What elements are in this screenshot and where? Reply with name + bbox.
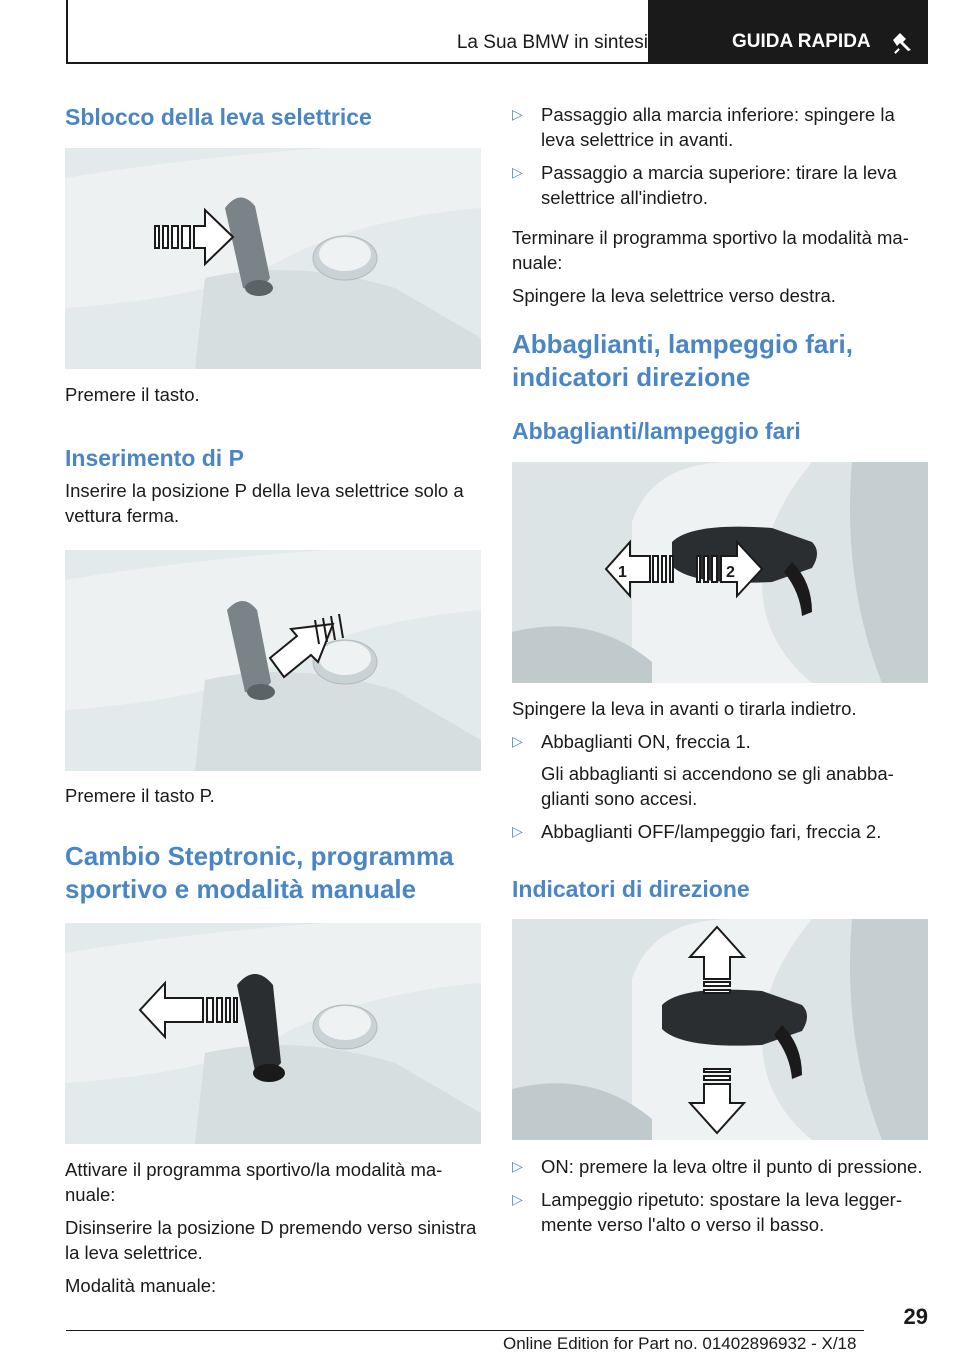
text-push-right: Spingere la leva selettrice verso destra.	[512, 285, 836, 306]
text-inserimento-p: Inserire la posizione P della leva selettrice solo a vettura ferma.	[65, 480, 464, 526]
right-column	[512, 102, 928, 1237]
edition-info: Online Edition for Part no. 01402896932 - X/18	[503, 1334, 857, 1353]
heading-lampeggio: Abbaglianti/lampeggio fari	[512, 418, 801, 444]
list-item: ▷ Abbaglianti OFF/lampeggio fari, freccia 2.	[512, 821, 882, 842]
figure-selector-unlock	[65, 148, 481, 369]
heading-abbaglianti: Abbaglianti, lampeggio fari, indicatori direzione	[512, 329, 853, 392]
high-beam-list	[512, 729, 928, 844]
caption-sblocco: Premere il tasto.	[65, 384, 200, 405]
text-steptronic-1: Attivare il programma sportivo/la modalità manuale:	[65, 1159, 443, 1205]
text-steptronic-3: Modalità manuale:	[65, 1275, 217, 1296]
list-item: ▷ Lampeggio ripetuto: spostare la leva leggermente verso l'alto o verso il basso.	[512, 1189, 902, 1235]
triangle-bullet-icon: ▷	[512, 823, 523, 839]
figure-turn-signal	[512, 919, 928, 1140]
figure-steptronic	[65, 923, 481, 1144]
heading-sblocco: Sblocco della leva selettrice	[65, 104, 372, 130]
list-item: ▷ ON: premere la leva oltre il punto di pressione.	[512, 1156, 923, 1177]
triangle-bullet-icon: ▷	[512, 106, 523, 122]
gear-change-list	[512, 102, 928, 210]
arrow-label-2: 2	[726, 564, 735, 581]
quick-guide-tab[interactable]	[648, 0, 928, 64]
footer-divider	[66, 1330, 864, 1331]
figure-high-beam	[512, 462, 928, 683]
turn-signal-list	[512, 1154, 928, 1237]
text-end-sport: Terminare il programma sportivo la modalità manuale:	[512, 227, 909, 273]
triangle-bullet-icon: ▷	[512, 733, 523, 749]
list-item: ▷ Abbaglianti ON, freccia 1. Gli abbaglianti si accendono se gli anabbaglianti sono accesi.	[512, 731, 894, 809]
caption-high-beam: Spingere la leva in avanti o tirarla indietro.	[512, 698, 857, 719]
tab-label: GUIDA RAPIDA	[732, 31, 871, 52]
heading-indicatori: Indicatori di direzione	[512, 876, 750, 902]
section-title: La Sua BMW in sintesi	[456, 32, 648, 53]
caption-press-p: Premere il tasto P.	[65, 785, 215, 806]
heading-steptronic: Cambio Steptronic, programma sportivo e modalità manuale	[65, 841, 454, 904]
figure-press-p	[65, 550, 481, 771]
list-item: ▷ Passaggio alla marcia inferiore: spingere la leva selettrice in avanti.	[512, 104, 895, 150]
list-item: ▷ Passaggio a marcia superiore: tirare la leva selettrice all'indietro.	[512, 162, 897, 208]
triangle-bullet-icon: ▷	[512, 164, 523, 180]
heading-inserimento-p: Inserimento di P	[65, 445, 244, 471]
left-column	[65, 102, 481, 1298]
arrow-label-1: 1	[618, 564, 627, 581]
text-steptronic-2: Disinserire la posizione D premendo verso sinistra la leva selettrice.	[65, 1217, 477, 1263]
page-number: 29	[903, 1304, 928, 1329]
triangle-bullet-icon: ▷	[512, 1191, 523, 1207]
lightning-wrench-icon	[891, 31, 915, 55]
triangle-bullet-icon: ▷	[512, 1158, 523, 1174]
